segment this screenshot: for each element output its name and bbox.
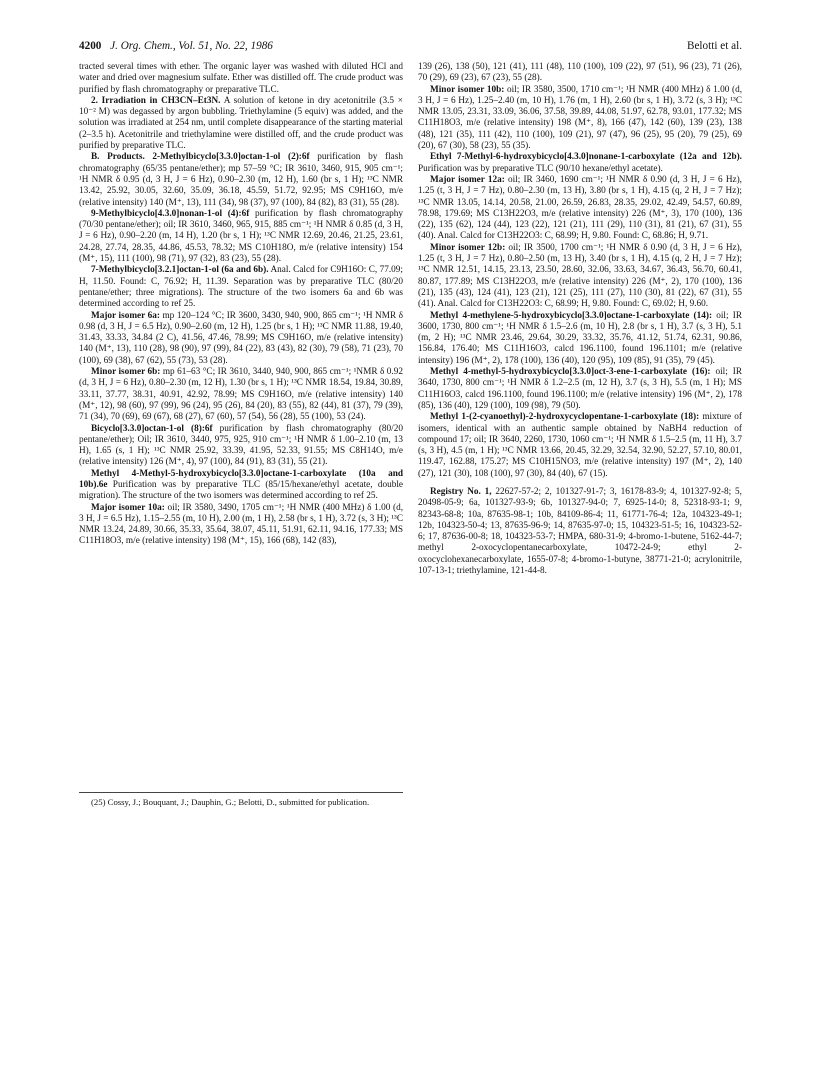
paragraph-heading: Major isomer 6a:	[91, 310, 160, 321]
paragraph-heading: Major isomer 12a:	[430, 174, 505, 185]
paragraph-body: Purification was by preparative TLC (85/15/hexane/ethyl acetate, double migration). The structure of the two isomers was determined according to ref 25.	[79, 479, 403, 502]
paragraph-heading: Minor isomer 12b:	[430, 242, 506, 253]
paragraph-body: oil; IR 3580, 3500, 1710 cm⁻¹; ¹H NMR (400 MHz) δ 1.00 (d, 3 H, J = 6 Hz), 1.25–2.40 (m, 10 H), 1.76 (m, 1 H), 2.60 (br s, 1 H), 3.72 (s, 3 H); ¹³C NMR 13.05, 23.31, 33.09, 36.06, 37.58, 39.89, 44.08, 51.97, 62.78, 93.01, 177.32; MS C11H18O3, m/e (relative intensity) 198 (M⁺, 8), 166 (47), 142 (60), 139 (23), 138 (48), 121 (35), 111 (42), 110 (100), 109 (21), 97 (47), 96 (25), 95 (20), 79 (25), 69 (20), 67 (30), 58 (23), 55 (35).	[418, 84, 743, 152]
paragraph-body: mp 120–124 °C; IR 3600, 3430, 940, 900, 865 cm⁻¹; ¹H NMR δ 0.98 (d, 3 H, J = 6.5 Hz), 0.90–2.60 (m, 12 H), 1.25 (br s, 1 H); ¹³C NMR 11.88, 19.40, 31.43, 33.33, 34.84 (2 C), 41.56, 47.46, 78.99; MS C9H16O, m/e (relative intensity) 140 (M⁺, 13), 110 (28), 98 (90), 97 (99), 84 (22), 83 (43), 82 (30), 79 (58), 71 (23), 70 (100), 69 (38), 67 (62), 55 (73), 53 (28).	[79, 310, 404, 366]
paragraph	[79, 96, 403, 152]
paragraph-body: oil; IR 3460, 1690 cm⁻¹; ¹H NMR δ 0.90 (d, 3 H, J = 6 Hz), 1.25 (t, 3 H, J = 7 Hz), 0.80–2.30 (m, 13 H), 3.80 (br s, 1 H), 4.15 (q, 2 H, J = 7 Hz); ¹³C NMR 13.05, 14.14, 20.58, 21.00, 26.59, 26.83, 28.35, 29.02, 42.49, 54.57, 60.89, 78.98, 179.69; MS C13H22O3, m/e (relative intensity) 226 (M⁺, 3), 170 (100), 136 (22), 135 (62), 124 (44), 123 (22), 121 (21), 111 (29), 110 (31), 81 (21), 67 (31), 55 (40). Anal. Calcd for C13H22O3: C, 68.99; H, 9.80. Found: C, 68.86; H, 9.71.	[418, 174, 742, 242]
paragraph-heading: Minor isomer 6b:	[91, 367, 161, 378]
paragraph-body: tracted several times with ether. The organic layer was washed with diluted HCl and water and dried over magnesium sulfate. Ether was distilled off. The crude product was purified by flash chromatography or preparative TLC.	[79, 62, 403, 95]
paragraph-heading: Minor isomer 10b:	[430, 84, 505, 95]
paragraph-heading: Methyl 1-(2-cyanoethyl)-2-hydroxycyclopentane-1-carboxylate (18):	[430, 412, 700, 423]
paragraph	[418, 175, 742, 243]
paragraph	[418, 367, 742, 412]
paragraph	[79, 367, 403, 423]
paragraph	[79, 209, 403, 265]
paragraph-body: oil; IR 3580, 3490, 1705 cm⁻¹; ¹H NMR (400 MHz) δ 1.00 (d, 3 H, J = 6.5 Hz), 1.15–2.55 (m, 10 H), 2.00 (m, 1 H), 2.58 (br s, 1 H), 3.72 (s, 3 H); ¹³C NMR 13.24, 24.89, 30.66, 35.33, 35.64, 38.07, 45.11, 51.91, 62.11, 94.16, 177.33; MS C11H18O3, m/e (relative intensity) 198 (M⁺, 15), 166 (68), 142 (83),	[79, 502, 404, 547]
paragraph-heading: Ethyl 7-Methyl-6-hydroxybicyclo[4.3.0]nonane-1-carboxylate (12a and 12b).	[430, 152, 742, 163]
paragraph-body: purification by flash chromatography (80/20 pentane/ether); Oil; IR 3610, 3440, 975, 925, 910 cm⁻¹; ¹H NMR δ 1.00–2.10 (m, 13 H), 1.65 (s, 1 H); ¹³C NMR 25.92, 33.39, 41.95, 52.33, 91.55; MS C8H14O, m/e (relative intensity) 126 (M⁺, 4), 97 (100), 84 (91), 83 (31), 55 (21).	[79, 423, 403, 468]
paragraph-body: mp 61–63 °C; IR 3610, 3440, 940, 900, 865 cm⁻¹; ¹NMR δ 0.92 (d, 3 H, J = 6 Hz), 0.80–2.30 (m, 12 H), 1.30 (br s, 1 H); ¹³C NMR 18.54, 19.84, 30.89, 33.11, 37.77, 38.31, 40.91, 42.92, 78.99; MS C9H16O, m/e (relative intensity) 140 (M⁺, 12), 98 (60), 97 (99), 96 (24), 95 (26), 84 (20), 83 (55), 82 (44), 81 (37), 79 (39), 71 (34), 70 (69), 69 (67), 68 (27), 67 (60), 57 (54), 56 (28), 55 (100), 53 (24).	[79, 367, 403, 423]
right-column	[418, 62, 742, 577]
journal-citation: J. Org. Chem., Vol. 51, No. 22, 1986	[110, 40, 273, 52]
paragraph-body: Anal. Calcd for C9H16O: C, 77.09; H, 11.50. Found: C, 76.92; H, 11.39. Separation was by preparative TLC (80/20 pentane/ether; three migrations). The structure of the two isomers 6a and 6b was determined according to ref 25.	[79, 265, 403, 310]
paragraph	[418, 311, 742, 367]
paragraph	[79, 152, 403, 208]
paragraph	[418, 412, 742, 480]
running-head-left	[79, 38, 273, 54]
paragraph-heading: 9-Methylbicyclo[4.3.0]nonan-1-ol (4):6f	[91, 208, 250, 219]
paragraph	[418, 62, 742, 85]
paragraph-heading: 2. Irradiation in CH3CN–Et3N.	[91, 95, 221, 106]
paragraph-body: purification by flash chromatography (65/35 pentane/ether); mp 57–59 °C; IR 3610, 3460, 915, 905 cm⁻¹; ¹H NMR δ 0.95 (d, 3 H, J = 6 Hz), 0.90–2.30 (m, 12 H), 1.60 (br s, 1 H); ¹³C NMR 13.42, 25.92, 30.05, 32.60, 35.09, 36.18, 45.59, 51.72, 92.95; MS C9H16O, m/e (relative intensity) 140 (M⁺, 13), 111 (34), 98 (37), 97 (100), 84 (82), 83 (31), 55 (28).	[79, 152, 403, 208]
paragraph-heading: B. Products. 2-Methylbicyclo[3.3.0]octan-1-ol (2):6f	[91, 152, 310, 163]
paragraph	[79, 424, 403, 469]
running-head	[79, 38, 742, 54]
paragraph	[79, 311, 403, 367]
footnote-25	[79, 792, 403, 808]
paragraph-heading: Bicyclo[3.3.0]octan-1-ol (8):6f	[91, 423, 213, 434]
footnote-text: (25) Cossy, J.; Bouquant, J.; Dauphin, G.; Belotti, D., submitted for publication.	[91, 797, 370, 807]
paragraph	[418, 152, 742, 175]
paragraph-heading: Methyl 4-methyl-5-hydroxybicyclo[3.3.0]oct-3-ene-1-carboxylate (16):	[430, 367, 711, 378]
paragraph	[79, 265, 403, 310]
paragraph-body: A solution of ketone in dry acetonitrile (3.5 × 10⁻² M) was degassed by argon bubbling. Triethylamine (5 equiv) was added, and the solution was irradiated at 254 nm, until complete disappearance of the starting material (2–3.5 h). Acetonitrile and triethylamine were distilled off, and the crude product was purified by preparative TLC.	[79, 95, 403, 152]
paragraph-body: oil; IR 3600, 1730, 800 cm⁻¹; ¹H NMR δ 1.5–2.6 (m, 10 H), 2.8 (br s, 1 H), 3.7 (s, 3 H), 5.1 (m, 2 H); ¹³C NMR 23.46, 29.64, 30.29, 33.32, 35.76, 41.12, 51.74, 62.31, 90.86, 156.84, 176.40; MS C11H16O3, calcd 196.1100, found 196.1101; m/e (relative intensity) 196 (M⁺, 2), 178 (100), 136 (40), 120 (95), 109 (85), 91 (35), 79 (45).	[418, 310, 742, 366]
author-running-head: Belotti et al.	[687, 40, 742, 52]
paragraph-heading: Registry No. 1,	[430, 486, 492, 497]
paragraph	[79, 62, 403, 96]
paragraph-body: oil; IR 3500, 1700 cm⁻¹; ¹H NMR δ 0.90 (d, 3 H, J = 6 Hz), 1.25 (t, 3 H, J = 7 Hz), 0.80–2.50 (m, 13 H), 3.40 (br s, 1 H), 4.15 (q, 2 H, J = 7 Hz); ¹³C NMR 12.51, 14.15, 23.13, 23.50, 28.60, 32.06, 33.63, 34.67, 36.43, 56.70, 60.41, 80.87, 177.89; MS C13H22O3, m/e (relative intensity) 226 (M⁺, 2), 170 (100), 136 (21), 135 (43), 124 (41), 123 (21), 121 (25), 111 (27), 110 (30), 81 (22), 67 (31), 55 (41). Anal. Calcd for C13H22O3: C, 68.99; H, 9.80. Found: C, 69.02; H, 9.60.	[418, 242, 742, 310]
paragraph-body: purification by flash chromatography (70/30 pentane/ether); oil; IR 3610, 3460, 965, 915, 885 cm⁻¹; ¹H NMR δ 0.85 (d, 3 H, J = 6 Hz), 0.90–2.20 (m, 14 H), 1.20 (br s, 1 H); ¹³C NMR 12.69, 20.46, 21.25, 23.61, 24.28, 27.74, 28.35, 44.86, 45.53, 78.32; MS C10H18O, m/e (relative intensity) 154 (M⁺, 15), 111 (100), 98 (71), 97 (32), 83 (23), 55 (28).	[79, 208, 403, 265]
page-number: 4200	[79, 40, 102, 52]
paragraph-body: 139 (26), 138 (50), 121 (41), 111 (48), 110 (100), 109 (22), 97 (51), 96 (23), 71 (26), 70 (29), 69 (23), 67 (23), 55 (28).	[418, 62, 742, 84]
paragraph	[79, 503, 403, 548]
paragraph-body: Purification was by preparative TLC (90/10 hexane/ethyl acetate).	[418, 163, 663, 174]
left-column	[79, 62, 403, 548]
paragraph-body: oil; IR 3640, 1730, 800 cm⁻¹; ¹H NMR δ 1.2–2.5 (m, 12 H), 3.7 (s, 3 H), 5.5 (m, 1 H); MS C11H16O3, calcd 196.1100, found 196.1100; m/e (relative intensity) 196 (M⁺, 2), 178 (85), 136 (40), 129 (100), 109 (98), 79 (50).	[418, 367, 742, 411]
paragraph-heading: Methyl 4-Methyl-5-hydroxybicyclo[3.3.0]octane-1-carboxylate (10a and 10b).6e	[79, 468, 403, 490]
paragraph-body: 22627-57-2; 2, 101327-91-7; 3, 16178-83-9; 4, 101327-92-8; 5, 20498-05-9; 6a, 101327-93-9; 6b, 101327-94-0; 7, 6925-14-0; 8, 52318-93-1; 9, 82343-68-8; 10a, 87635-98-1; 10b, 84109-86-4; 11, 61771-76-4; 12a, 104323-49-1; 12b, 104323-50-4; 13, 87635-96-9; 14, 87635-97-0; 15, 104323-51-5; 16, 104323-52-6; 17, 87636-00-8; 18, 104323-53-7; HMPA, 680-31-9; 4-bromo-1-butene, 5162-44-7; methyl 2-oxocyclopentanecarboxylate, 10472-24-9; ethyl 2-oxocyclohexanecarboxylate, 1655-07-8; 4-bromo-1-butyne, 38771-21-0; acrylonitrile, 107-13-1; triethylamine, 121-44-8.	[418, 486, 742, 577]
paragraph	[418, 243, 742, 311]
paragraph-heading: 7-Methylbicyclo[3.2.1]octan-1-ol (6a and 6b).	[91, 265, 269, 276]
paragraph	[79, 469, 403, 503]
paragraph-heading: Major isomer 10a:	[91, 502, 165, 513]
paragraph	[418, 487, 742, 577]
paragraph	[418, 85, 742, 153]
paragraph-body: mixture of isomers, identical with an authentic sample obtained by NaBH4 reduction of compound 17; oil; IR 3640, 2260, 1730, 1060 cm⁻¹; ¹H NMR δ 1.5–2.5 (m, 11 H), 3.7 (s, 3 H), 4.5 (m, 1 H); ¹³C NMR 13.66, 20.45, 32.29, 32.54, 32.90, 52.27, 57.10, 80.01, 119.47, 162.88, 175.27; MS C10H15NO3, m/e (relative intensity) 197 (M⁺, 2), 140 (27), 121 (30), 108 (100), 97 (30), 84 (40), 67 (15).	[418, 412, 742, 479]
paragraph-heading: Methyl 4-methylene-5-hydroxybicyclo[3.3.0]octane-1-carboxylate (14):	[430, 310, 713, 321]
